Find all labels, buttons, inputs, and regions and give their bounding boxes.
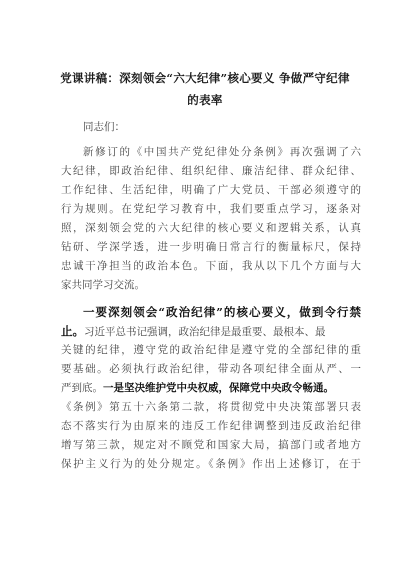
section-heading-end: 止。	[61, 325, 84, 338]
paragraph-line: 照，深刻领会党的六大纪律的核心要义和逻辑关系，认真	[61, 222, 361, 234]
paragraph-line: 要基础。必须执行政治纪律，带动各项纪律全面从严、一	[61, 363, 361, 375]
paragraph-line: 家共同学习交流。	[61, 279, 145, 291]
section-heading: 一要深刻领会“政治纪律”的核心要义，做到令行禁	[83, 306, 361, 319]
section-body-start: 习近平总书记强调，政治纪律是最重要、最根本、最	[84, 326, 326, 338]
document-title-line-2: 的表率	[187, 93, 223, 107]
paragraph-line: 工作纪律、生活纪律，明确了广大党员、干部必须遵守的	[61, 184, 361, 196]
greeting: 同志们：	[83, 121, 125, 133]
paragraph-line: 新修订的《中国共产党纪律处分条例》再次强调了六	[83, 146, 361, 158]
paragraph-line: 大纪律，即政治纪律、组织纪律、廉洁纪律、群众纪律、	[61, 165, 361, 177]
paragraph-line: 忠诚干净担当的政治本色。下面，我从以下几个方面与大	[61, 260, 361, 272]
paragraph-line: 《条例》第五十六条第二款，将贯彻党中央决策部署只表	[61, 401, 361, 413]
paragraph-line: 保护主义行为的处分规定。《条例》作出上述修订，在于	[61, 458, 361, 470]
paragraph-line: 态不落实行为由原来的违反工作纪律调整到违反政治纪律	[61, 420, 361, 432]
section-heading-continued-line	[61, 325, 361, 339]
paragraph-line: 行为规则。在党纪学习教育中，我们要重点学习，逐条对	[61, 203, 361, 215]
paragraph-line: 钻研、学深学透，进一步明确日常言行的衡量标尺，保持	[61, 241, 361, 253]
paragraph-line: 关键的纪律，遵守党的政治纪律是遵守党的全部纪律的重	[61, 344, 361, 356]
sub-heading: 一是坚决维护党中央权威，保障党中央政令畅通。	[103, 382, 334, 394]
document-title-line-1: 党课讲稿：深刻领会“六大纪律”核心要义 争做严守纪律	[60, 71, 350, 85]
paragraph-line-with-subheading	[61, 382, 361, 395]
paragraph-line: 增写第三款，规定对不顾党和国家大局，搞部门或者地方	[61, 439, 361, 451]
paragraph-text: 严到底。	[61, 382, 103, 394]
